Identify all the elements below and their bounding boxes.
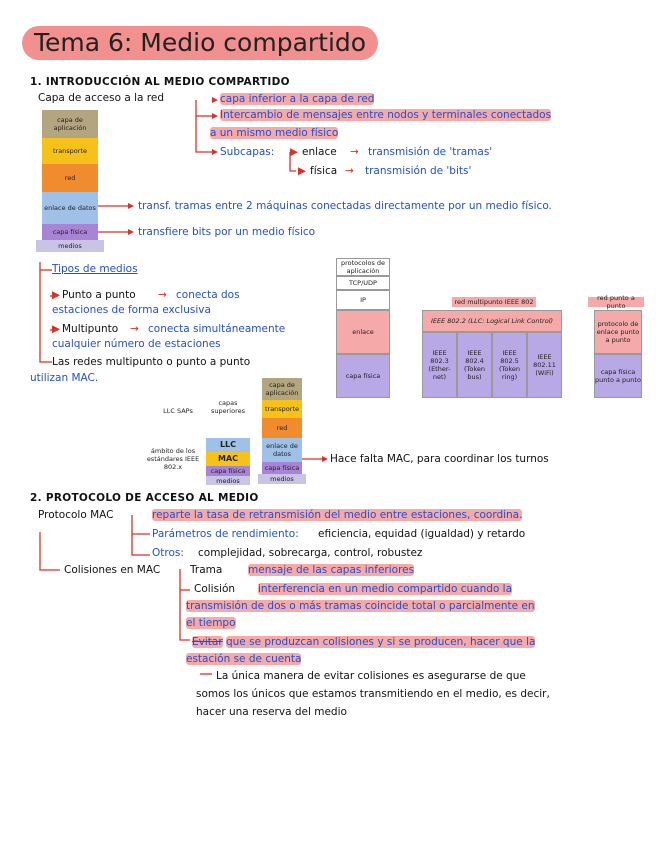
triangle-icon: ▶ — [52, 289, 61, 301]
otros-values: complejidad, sobrecarga, control, robustez — [198, 547, 423, 559]
d3-ambito: ámbito de los estándares IEEE 802.x — [146, 447, 200, 471]
d2-ieee-8024: IEEE 802.4 (Token bus) — [457, 332, 492, 398]
intercambio-text-1: Intercambio de mensajes entre nodos y terminales conectados — [220, 109, 552, 121]
colision-label: Colisión — [194, 583, 236, 595]
colisiones-label: Colisiones en MAC — [64, 564, 161, 576]
colision-desc-1: interferencia en un medio compartido cuando la — [258, 583, 513, 595]
d2-llc: IEEE 802.2 (LLC: Logical Link Control) — [422, 310, 562, 332]
section-1-heading: 1. INTRODUCCIÓN AL MEDIO COMPARTIDO — [30, 76, 290, 88]
d2-p2p-enlace: protocolo de enlace punto a punto — [594, 310, 642, 354]
d2-enlace: enlace — [336, 310, 390, 354]
enlace-label: enlace — [302, 146, 337, 158]
d2-protocolos: protocolos de aplicación — [336, 258, 390, 276]
intercambio-text-2: a un mismo medio físico — [210, 127, 339, 139]
section-2-heading: 2. PROTOCOLO DE ACCESO AL MEDIO — [30, 492, 259, 504]
parametros-values: eficiencia, equidad (igualdad) y retardo — [318, 528, 526, 540]
multipunto-desc: conecta simultáneamente — [148, 323, 286, 335]
layer-red: red — [42, 164, 98, 192]
enlace-description: transf. tramas entre 2 máquinas conectadas directamente por un medio físico. — [138, 200, 552, 212]
fisica-transmision: transmisión de 'bits' — [365, 165, 472, 177]
reparte-text: reparte la tasa de retransmisión del medio entre estaciones, coordina. — [152, 509, 523, 521]
layer-enlace: enlace de datos — [42, 192, 98, 224]
punto-a-punto-desc-2: estaciones de forma exclusiva — [52, 304, 211, 316]
punto-a-punto-label: Punto a punto — [62, 289, 136, 301]
fisica-description: transfiere bits por un medio físico — [138, 226, 316, 238]
multipunto-desc-2: cualquier número de estaciones — [52, 338, 221, 350]
d2-p2p-label: red punto a punto — [588, 297, 644, 307]
s3-red: red — [262, 418, 302, 438]
layer-aplicacion: capa de aplicación — [42, 110, 98, 138]
d3-medios: medios — [206, 476, 250, 485]
d3-llc-saps: LLC SAPs — [163, 407, 193, 415]
s3-medios: medios — [258, 474, 306, 484]
subcapas-label: Subcapas: — [220, 146, 275, 158]
d2-ieee-80211: IEEE 802.11 (WiFi) — [527, 332, 562, 398]
parametros-label: Parámetros de rendimiento: — [152, 528, 299, 540]
d2-p2p-fisica: capa física punto a punto — [594, 354, 642, 398]
d3-llc: LLC — [206, 438, 250, 452]
capa-inferior-text: capa inferior a la capa de red — [220, 93, 375, 105]
d2-ieee-8023: IEEE 802.3 (Ether-net) — [422, 332, 457, 398]
triangle-icon: ▶ — [298, 165, 307, 177]
s3-fisica: capa física — [262, 462, 302, 474]
d2-ieee-8025: IEEE 802.5 (Token ring) — [492, 332, 527, 398]
multipunto-label: Multipunto — [62, 323, 119, 335]
evitar-line-2: estación se de cuenta — [186, 653, 302, 665]
colision-desc-2: transmisión de dos o más tramas coincide total o parcialmente en — [186, 600, 535, 612]
punto-a-punto-desc: conecta dos — [176, 289, 240, 301]
triangle-icon: ▶ — [52, 323, 61, 335]
fisica-label: física — [310, 165, 338, 177]
layer-transporte: transporte — [42, 138, 98, 164]
arrow-right-icon: → — [350, 146, 359, 158]
arrow-right-icon: → — [345, 165, 354, 177]
enlace-transmision: transmisión de 'tramas' — [368, 146, 493, 158]
otros-label: Otros: — [152, 547, 184, 559]
colision-desc-3: el tiempo — [186, 617, 236, 629]
d3-fisica: capa física — [206, 466, 250, 476]
redes-text: Las redes multipunto o punto a punto — [52, 356, 251, 368]
layer-fisica: capa física — [42, 224, 98, 240]
capa-acceso-label: Capa de acceso a la red — [38, 92, 165, 104]
redes-mac-text: utilizan MAC. — [30, 372, 99, 384]
trama-label: Trama — [190, 564, 223, 576]
arrow-right-icon: → — [158, 289, 167, 301]
mac-note: Hace falta MAC, para coordinar los turnos — [330, 453, 549, 465]
protocolo-mac-label: Protocolo MAC — [38, 509, 114, 521]
unica-line-3: hacer una reserva del medio — [196, 706, 347, 718]
trama-desc: mensaje de las capas inferiores — [248, 564, 415, 576]
d2-fisica: capa física — [336, 354, 390, 398]
s3-aplicacion: capa de aplicación — [262, 378, 302, 400]
d3-capas-superiores: capas superiores — [210, 399, 245, 415]
arrow-right-icon: → — [130, 323, 139, 335]
evitar-line-1: Evitar que se produzcan colisiones y si se producen, hacer que la — [192, 636, 536, 648]
s3-enlace: enlace de datos — [262, 438, 302, 462]
layer-medios: medios — [36, 240, 104, 252]
unica-line-2: somos los únicos que estamos transmitiendo en el medio, es decir, — [196, 688, 550, 700]
tipos-medios-heading: Tipos de medios — [52, 263, 138, 275]
triangle-icon: ▶ — [290, 146, 299, 158]
s3-transporte: transporte — [262, 400, 302, 418]
page-title: Tema 6: Medio compartido — [22, 26, 378, 60]
unica-line-1: La única manera de evitar colisiones es asegurarse de que — [216, 670, 526, 682]
d2-ip: IP — [336, 290, 390, 310]
d2-multi-label: red multipunto IEEE 802 — [452, 297, 536, 307]
d2-tcpudp: TCP/UDP — [336, 276, 390, 290]
d3-mac: MAC — [206, 452, 250, 466]
